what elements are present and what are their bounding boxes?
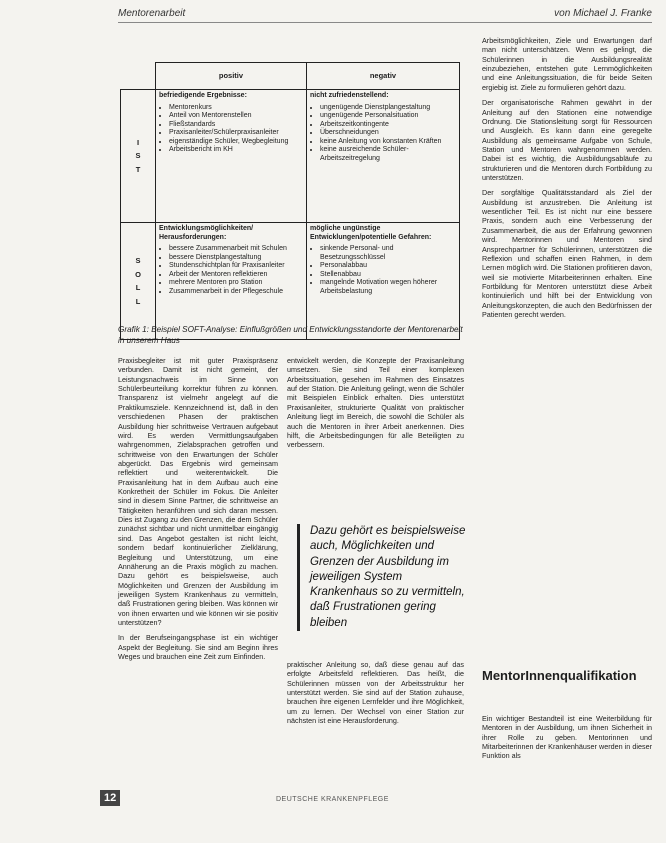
weaknesses-list [310,104,456,164]
body-column-3 [482,36,652,325]
list-item: • Stundenschichtplan für Praxisanleiter [169,262,303,271]
page-number: 12 [100,790,120,806]
column-header-negative: negativ [306,63,459,90]
paragraph: Arbeitsmöglichkeiten, Ziele und Erwartungen darf man nicht unterschätzen. Wenn es gelingt, die Schülerinnen in die Ausbildungsrealität einzubeziehen, entstehen gute Lernmöglichkeiten und eine Anleitungssituation, die für beide Seiten ergiebig ist. Ziele zu formulieren gehört dazu. [482,36,652,92]
journal-footer: DEUTSCHE KRANKENPFLEGE [276,796,389,803]
opportunities-cell [156,223,307,340]
list-item: • eigenständige Schüler, Wegbegleitung [169,138,303,147]
weaknesses-cell [306,90,459,223]
list-item: • Praxisanleiter/Schülerpraxisanleiter [169,129,303,138]
list-item: • keine ausreichende Schüler-Arbeitszeitregelung [320,146,456,163]
threats-heading: mögliche ungünstige Entwicklungen/potentielle Gefahren: [309,225,432,241]
list-item: • Arbeit der Mentoren reflektieren [169,271,303,280]
strengths-list [159,104,303,155]
list-item: • Stellenabbau [320,271,456,280]
opportunities-heading: Entwicklungsmöglichkeiten/ Herausforderungen: [159,225,254,241]
list-item: • bessere Zusammenarbeit mit Schulen [169,245,303,254]
opportunities-list [159,245,303,296]
body-column-3-continued [482,714,652,767]
list-item: • ungenügende Personalsituation [320,112,456,121]
paragraph: Der organisatorische Rahmen gewährt in der Anleitung auf den Stationen eine notwendige Ordnung. Die Stationsleitung sorgt für Ressourcen und Ausgleich. Es kann dann eine geregelte Ausbildung als gemeinsame Aufgabe von Schule, Station und Mentoren wahrgenommen werden. Dabei ist es wichtig, die Ausbildungsabläufe zu strukturieren und die Mentoren durch Fortbildung zu unterstützen. [482,98,652,183]
paragraph: entwickelt werden, die Konzepte der Praxisanleitung umsetzen. Sie sind Teil einer komplexen Arbeitssituation, gesehen im Rahmen des Einsatzes auf der Station. Die Anleitung gelingt, wenn die Schüler mit Beispielen Einblick erhalten. Dies unterstützt Praxisanleiter, strukturierte Qualität von praktischer Anleitung liegt im Bereich, die sowohl die Schüler als auch die Mentoren in ihrer Arbeit anerkennen. Dies hilft, die Arbeitsbedingungen für alle Beteiligten zu verbessern. [287,356,464,450]
swot-table [120,62,460,340]
list-item: • Anteil von Mentorenstellen [169,112,303,121]
list-item: • Arbeitsbericht im KH [169,146,303,155]
paragraph: Der sorgfältige Qualitätsstandard als Ziel der Ausbildung ist anzustreben. Die Anleitung ist wesentlicher Teil. Es ist nicht nur eine bessere Praxis, sondern auch eine Verbesserung der Zusammenarbeit, die aus der Erfahrung gewonnen wird. Mentorinnen und Mentoren sind Ansprechpartner für Schülerinnen, unterstützen die Reflexion und schaffen einen Rahmen, in dem Lernen möglich wird. Die Stationen profitieren davon, weil sie motivierte Mitarbeiterinnen erhalten. Eine Fortbildung für Mentoren unterstützt diese Arbeit kontinuierlich und hilft bei der Entwicklung von Anleitungskonzepten, die auch den Bedürfnissen der Patienten gerecht werden. [482,188,652,320]
row-label-soll: S O L L [121,223,156,340]
list-item: • Personalabbau [320,262,456,271]
body-column-2-continued [287,660,464,732]
list-item: • Mentorenkurs [169,104,303,113]
body-column-2 [287,356,464,456]
running-header-right: von Michael J. Franke [554,8,652,19]
threats-cell [306,223,459,340]
list-item: • bessere Dienstplangestaltung [169,254,303,263]
threats-list [310,245,456,296]
paragraph: Ein wichtiger Bestandteil ist eine Weiterbildung für Mentoren in der Ausbildung, um ihnen Sicherheit in ihrer Rolle zu geben. Mentorinnen und Mitarbeiterinnen der Krankenhäuser werden in dieser Funktion als [482,714,652,761]
row-label-ist: I S T [121,90,156,223]
list-item: • Überschneidungen [320,129,456,138]
list-item: • Zusammenarbeit in der Pflegeschule [169,288,303,297]
body-column-1 [118,356,278,668]
table-corner [121,63,156,90]
list-item: • keine Anleitung von konstanten Kräften [320,138,456,147]
list-item: • sinkende Personal- und Besetzungsschlüssel [320,245,456,262]
header-rule [118,22,652,23]
strengths-heading: befriedigende Ergebnisse: [159,92,247,99]
section-heading: MentorInnenqualifikation [482,668,637,683]
column-header-positive: positiv [156,63,307,90]
weaknesses-heading: nicht zufriedenstellend: [309,92,389,99]
pull-quote: Dazu gehört es beispielsweise auch, Möglichkeiten und Grenzen der Ausbildung im jeweiligen System Krankenhaus so zu vermitteln, daß Frustrationen gering bleiben [297,524,470,631]
paragraph: In der Berufseingangsphase ist ein wichtiger Aspekt der Begleitung. Sie sind am Beginn ihres Weges und brauchen eine Zeit zum Einfinden. [118,633,278,662]
paragraph: Praxisbegleiter ist mit guter Praxispräsenz verbunden. Damit ist nicht gemeint, der Leistungsnachweis im Sinne von Schülerbeurteilung korrektur führen zu können. Transparenz ist vielmehr angelegt auf die Praktikumsziele. Kennzeichnend ist, daß in den verschiedenen Phasen der praktischen Ausbildung hier schrittweise Vertrauen aufgebaut wird. Es werden Vermittlungsaufgaben wahrgenommen, Zielabsprachen getroffen und schrittweise von den Erwartungen der Schüler abgerückt. Das Ergebnis wird gemeinsam reflektiert und weiterentwickelt. Die Praxisanleitung hat in dem Aufbau auch eine Konkretheit der Schüler im Fokus. Die Anleiter sind in diesem Sinne Partner, die schrittweise an Tätigkeiten heranführen und sich daran messen. Dies ist Zugang zu den Grenzen, die dem Schüler zunächst sichtbar und nicht unmittelbar eingängig sind. Das Angebot gestalten ist nicht leicht, sondern bedarf kontinuierlicher Zielklärung, Begleitung und Unterstützung, um eine Annäherung an die Praxis möglich zu machen. Dazu gehört es beispielsweise, auch Möglichkeiten und Grenzen der Ausbildung im jeweiligen System Krankenhaus zu vermitteln, daß Frustrationen gering bleiben. Was können wir von ihnen erwarten und wie können wir sie positiv unterstützen? [118,356,278,628]
list-item: • mehrere Mentoren pro Station [169,279,303,288]
list-item: • mangelnde Motivation wegen höherer Arbeitsbelastung [320,279,456,296]
list-item: • ungenügende Dienstplangestaltung [320,104,456,113]
running-header-left: Mentorenarbeit [118,8,186,19]
strengths-cell [156,90,307,223]
list-item: • Fließstandards [169,121,303,130]
list-item: • Arbeitszeitkontingente [320,121,456,130]
figure-caption: Grafik 1: Beispiel SOFT-Analyse: Einflußgrößen und Entwicklungsstandorte der Mentorenarbeit in unserem Haus [118,325,463,345]
paragraph: praktischer Anleitung so, daß diese genau auf das erfolgte Arbeitsfeld reflektieren. Das heißt, die Schülerinnen müssen von der Arbeitsstruktur her unterstützt werden. Sie sind auf der Station zuhause, brauchen ihre eigenen Lernfelder und ihre Möglichkeit, um zu lernen. Der Wechsel von einer Station zur nächsten ist eine Herausforderung. [287,660,464,726]
